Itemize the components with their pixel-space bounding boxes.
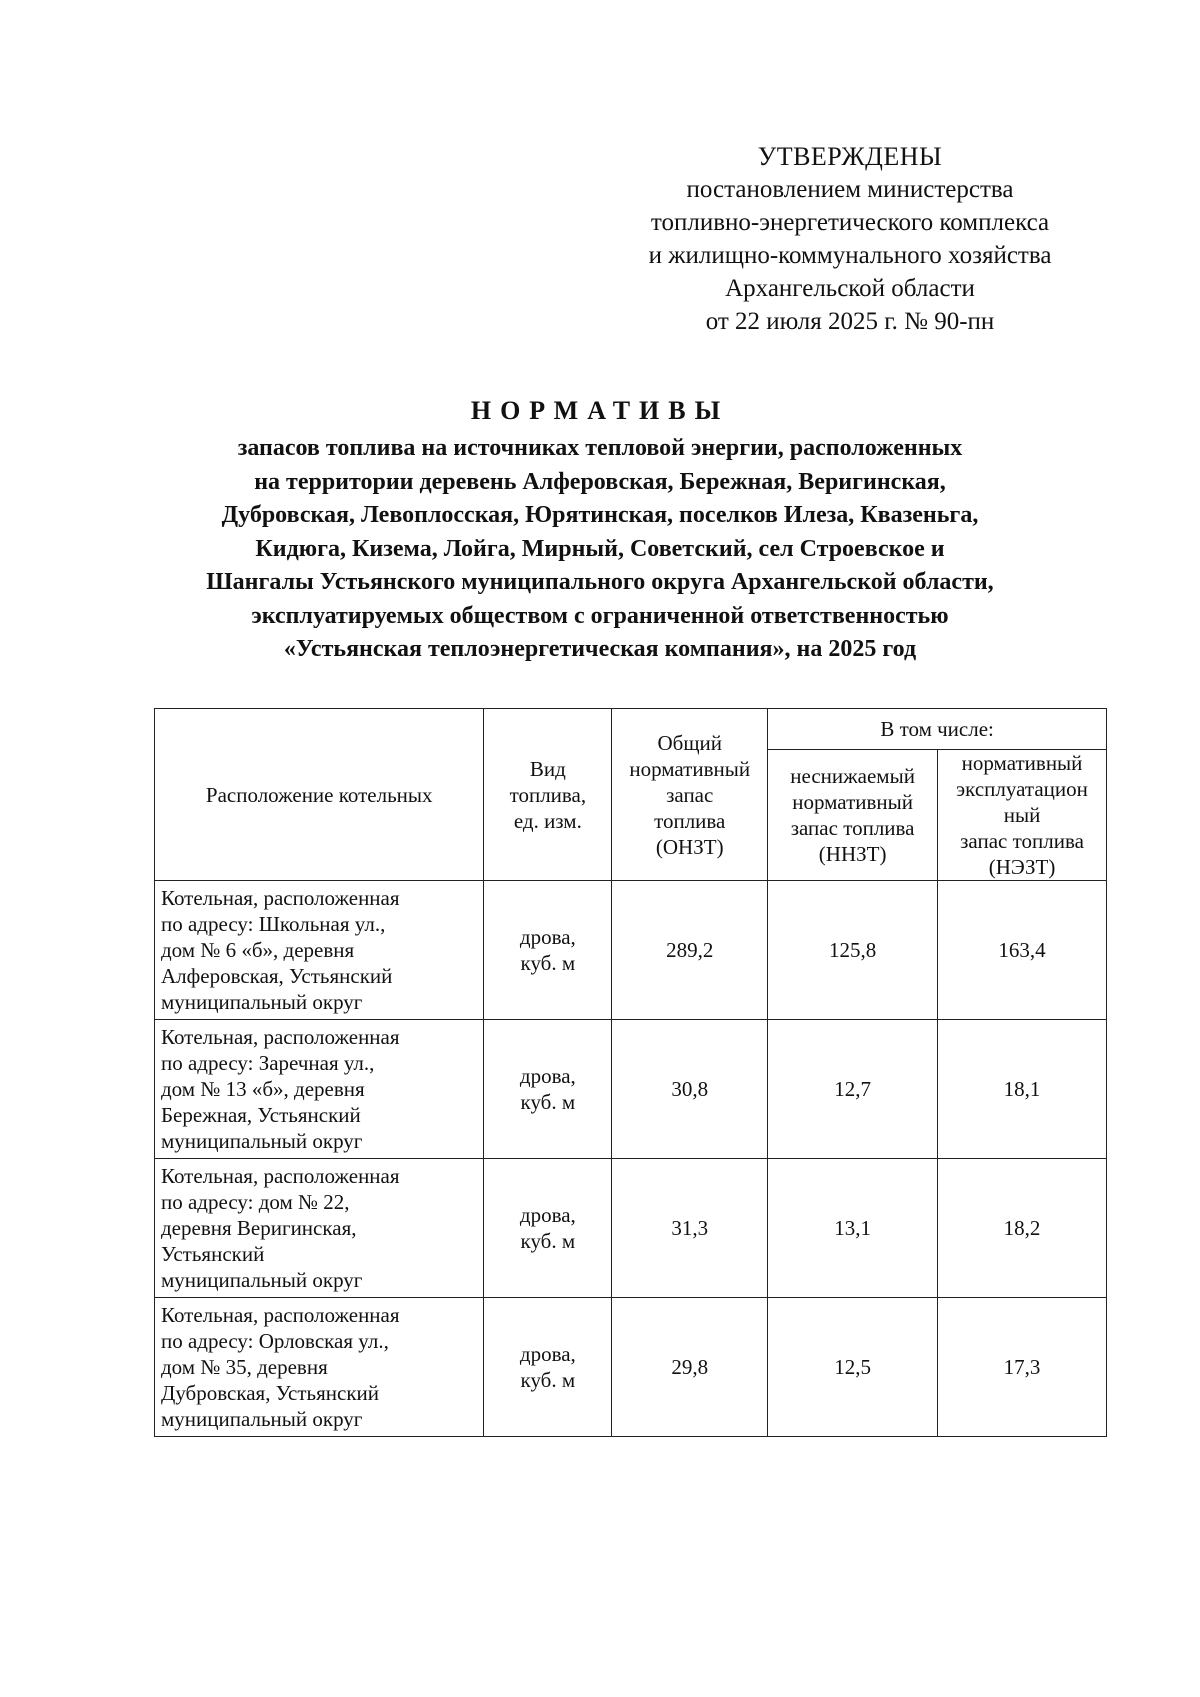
fuel-line: куб. м [520,1090,576,1114]
location-line: Дубровская, Устьянский [161,1381,380,1405]
fuel-line: дрова, [519,925,576,949]
cell-fuel-type [484,1159,612,1298]
header-line: ный [1003,803,1041,827]
header-line: запас топлива [960,829,1084,853]
header-line: Общий [657,730,722,755]
location-line: Котельная, расположенная [161,1303,400,1327]
header-line: топлива [654,808,726,833]
document-title: НОРМАТИВЫ [470,396,730,425]
location-line: по адресу: Орловская ул., [161,1329,389,1353]
location-line: дом № 35, деревня [161,1355,328,1379]
location-line: Котельная, расположенная [161,886,400,910]
approval-stamp [600,140,1100,338]
document-subtitle [120,432,1080,667]
cell-nezt: 17,3 [938,1298,1107,1437]
location-line: муниципальный округ [161,1268,363,1292]
location-line: по адресу: Заречная ул., [161,1051,375,1075]
location-line: Бережная, Устьянский [161,1103,361,1127]
cell-total: 31,3 [612,1159,768,1298]
header-line: (ОНЗТ) [655,834,724,859]
header-line: топлива, [509,782,587,807]
cell-location [155,1298,484,1437]
header-nnzt [768,750,938,881]
location-line: Алферовская, Устьянский [161,964,393,988]
cell-total: 29,8 [612,1298,768,1437]
approval-line: постановлением министерства [686,176,1014,203]
header-line: (ННЗТ) [818,842,887,866]
cell-location [155,1159,484,1298]
header-nezt [938,750,1107,881]
approval-line: топливно-энергетического комплекса [650,209,1050,236]
subtitle-line: Шангалы Устьянского муниципального округа Архангельской области, [206,569,994,595]
cell-fuel-type [484,1020,612,1159]
location-line: деревня Веригинская, [161,1216,357,1240]
header-row [155,709,1107,750]
fuel-line: куб. м [520,1229,576,1253]
subtitle-line: запасов топлива на источниках тепловой энергии, расположенных [237,435,963,461]
cell-nezt: 18,2 [938,1159,1107,1298]
cell-nnzt: 12,7 [768,1020,938,1159]
cell-nezt: 163,4 [938,881,1107,1020]
table-row [155,1020,1107,1159]
header-location: Расположение котельных [155,709,484,881]
approval-line: от 22 июля 2025 г. № 90-пн [705,308,995,335]
cell-total: 30,8 [612,1020,768,1159]
approval-line: и жилищно-коммунального хозяйства [648,242,1052,269]
approval-line: Архангельской области [725,275,975,302]
location-line: дом № 6 «б», деревня [161,938,355,962]
location-line: Устьянский [161,1242,265,1266]
cell-location [155,1020,484,1159]
header-line: ед. изм. [513,808,582,833]
header-fuel-type [484,709,612,881]
location-line: Котельная, расположенная [161,1164,400,1188]
cell-fuel-type [484,1298,612,1437]
norms-table [154,708,1107,1437]
header-line: неснижаемый [790,764,915,788]
header-including: В том числе: [768,709,1107,750]
subtitle-line: Дубровская, Левоплосская, Юрятинская, поселков Илеза, Квазеньга, [221,502,979,528]
fuel-line: дрова, [519,1342,576,1366]
location-line: дом № 13 «б», деревня [161,1077,365,1101]
subtitle-line: «Устьянская теплоэнергетическая компания», на 2025 год [283,636,917,662]
subtitle-line: Кидюга, Кизема, Лойга, Мирный, Советский, сел Строевское и [255,535,945,562]
header-line: (НЭЗТ) [988,855,1056,879]
table-row [155,1159,1107,1298]
cell-nnzt: 12,5 [768,1298,938,1437]
cell-nezt: 18,1 [938,1020,1107,1159]
approval-title: УТВЕРЖДЕНЫ [757,142,943,171]
subtitle-line: на территории деревень Алферовская, Бережная, Веригинская, [254,468,946,495]
cell-location [155,881,484,1020]
cell-fuel-type [484,881,612,1020]
header-total-onzt [612,709,768,881]
cell-nnzt: 125,8 [768,881,938,1020]
location-line: по адресу: дом № 22, [161,1190,350,1214]
subtitle-line: эксплуатируемых обществом с ограниченной ответственностью [251,602,949,629]
cell-total: 289,2 [612,881,768,1020]
cell-nnzt: 13,1 [768,1159,938,1298]
location-line: муниципальный округ [161,1407,363,1431]
header-line: запас топлива [790,816,915,840]
table-row [155,1298,1107,1437]
location-line: муниципальный округ [161,990,363,1014]
table-row [155,881,1107,1020]
header-line: нормативный [629,756,751,781]
header-line: нормативный [961,751,1083,775]
header-line: запас [666,782,714,807]
header-line: эксплуатацион [956,777,1088,801]
location-line: муниципальный округ [161,1129,363,1153]
header-line: Вид [529,756,566,781]
location-line: по адресу: Школьная ул., [161,912,386,936]
header-line: нормативный [792,790,913,814]
fuel-line: дрова, [519,1064,576,1088]
fuel-line: куб. м [520,1368,576,1392]
location-line: Котельная, расположенная [161,1025,400,1049]
fuel-line: куб. м [520,951,576,975]
fuel-line: дрова, [519,1203,576,1227]
